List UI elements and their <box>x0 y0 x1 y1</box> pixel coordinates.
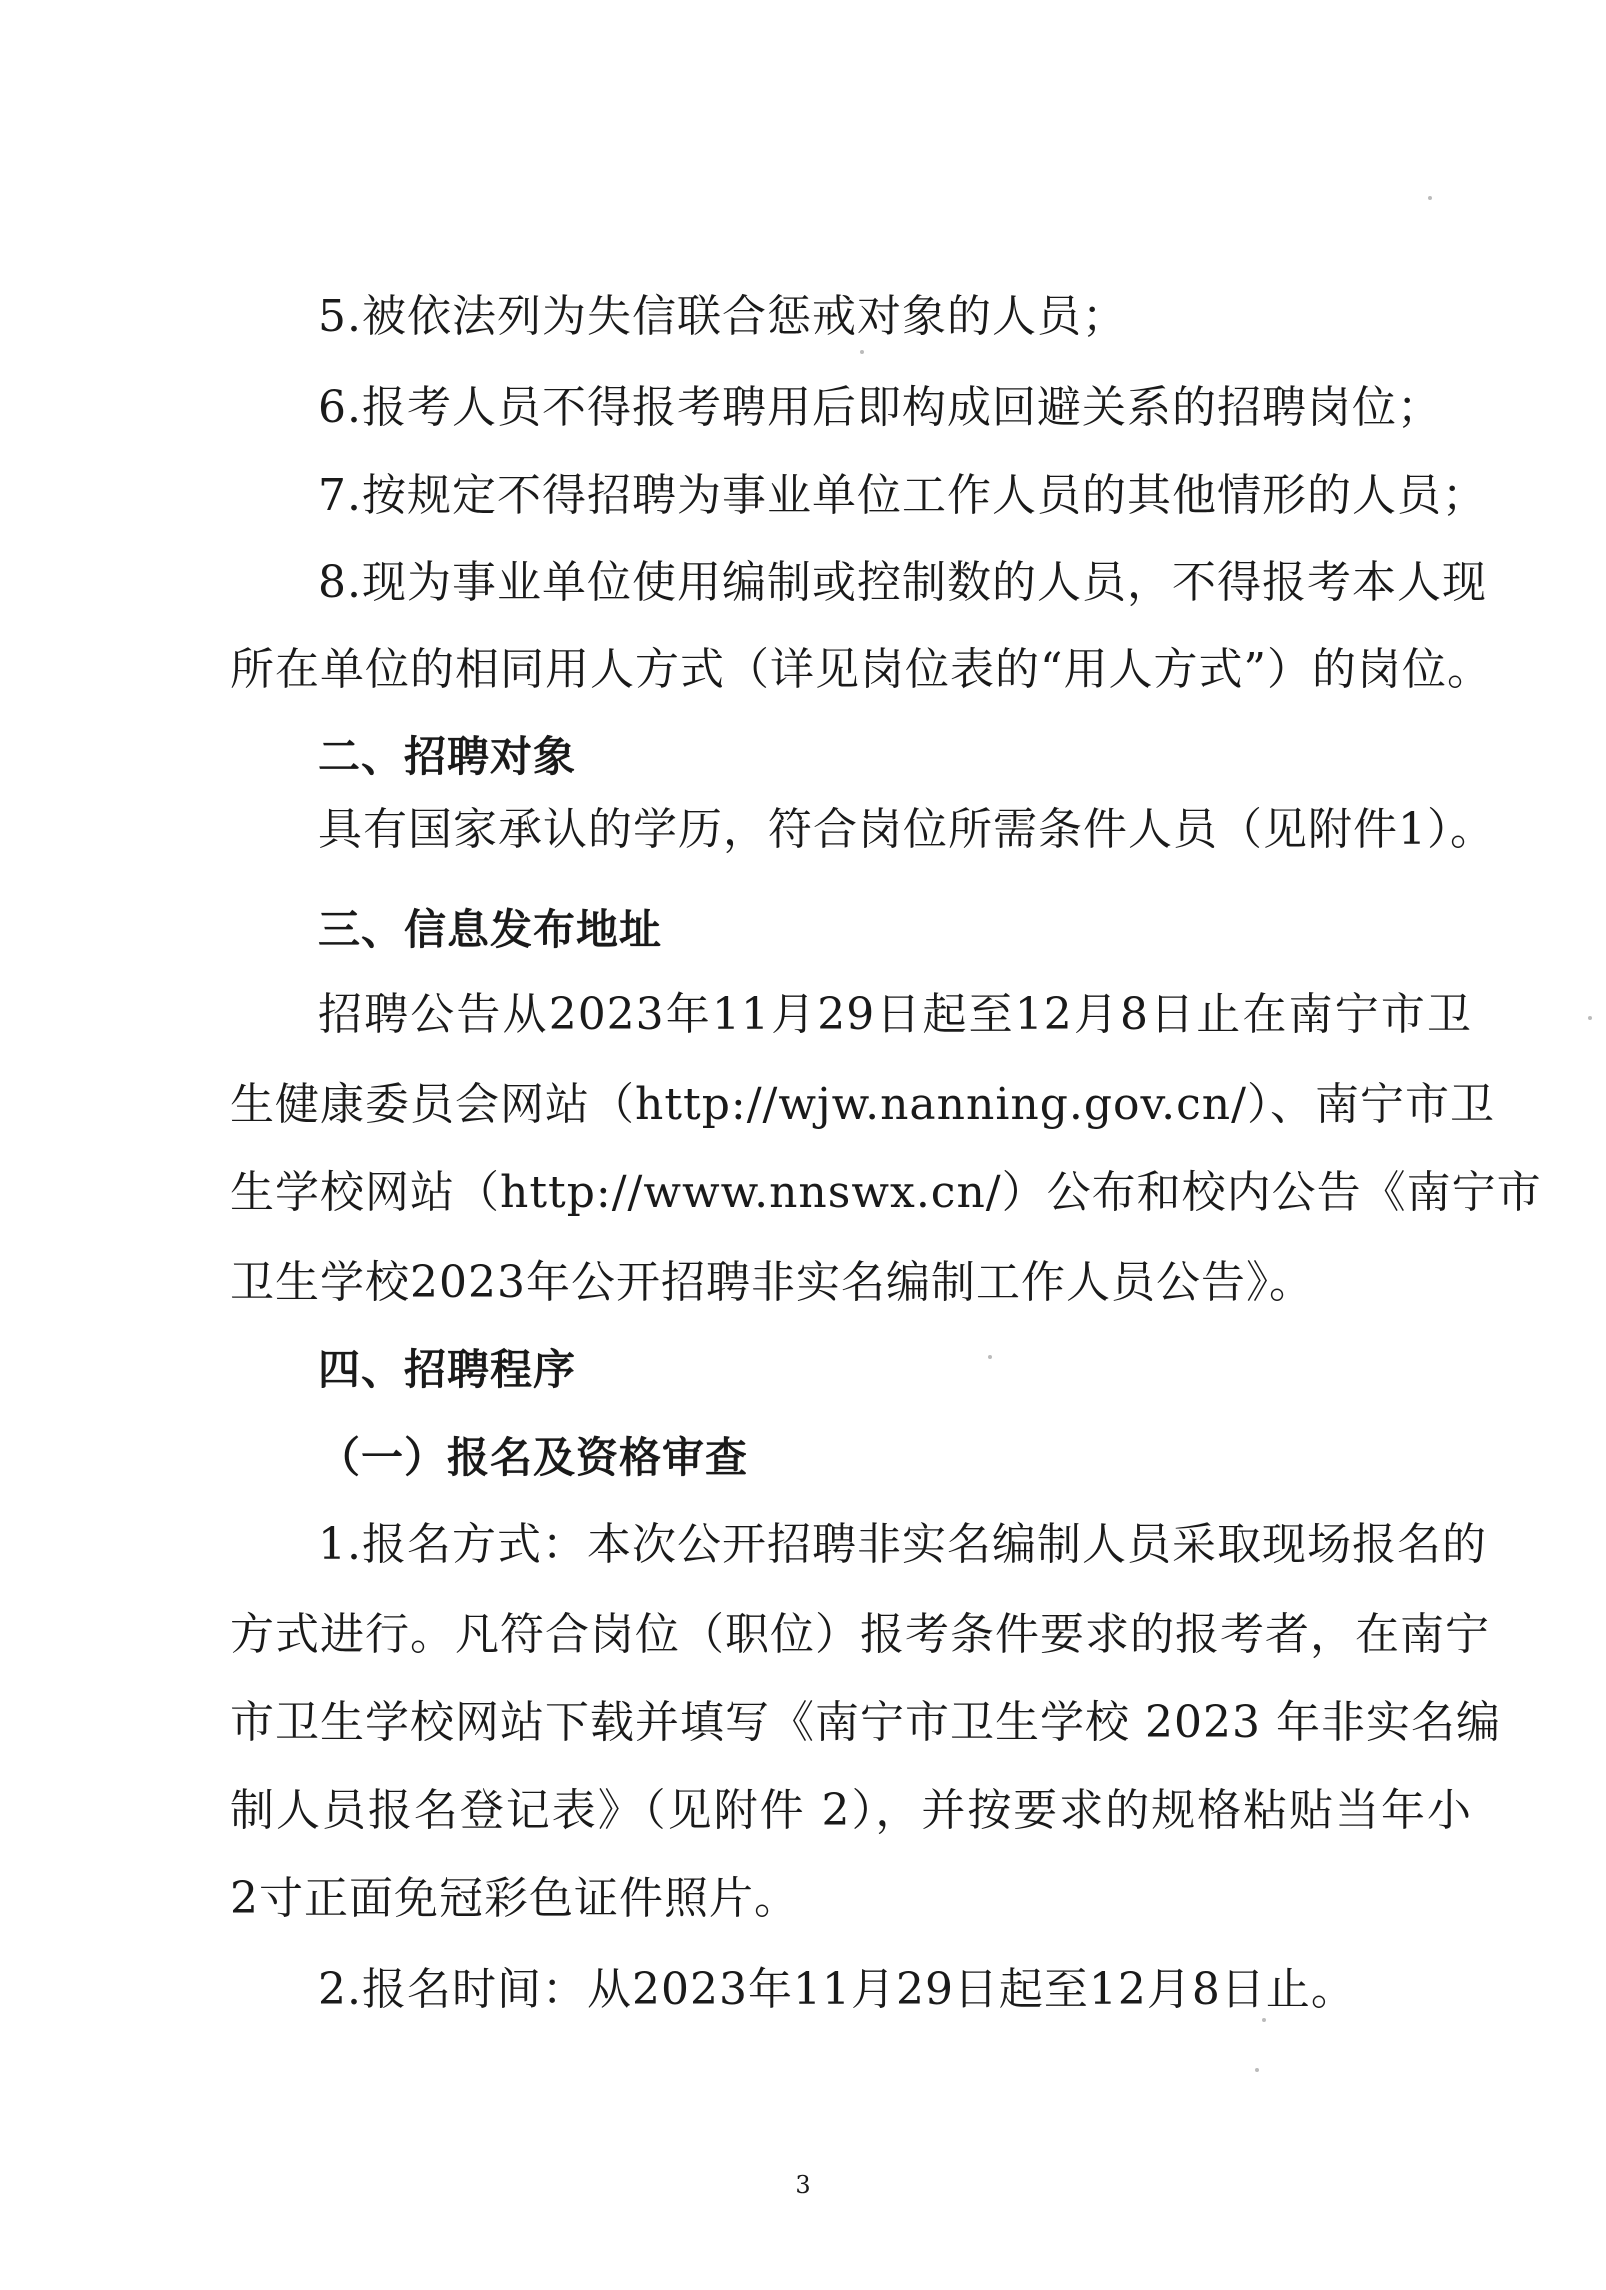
section-heading-recruitment-procedure: 四、招聘程序 <box>318 1345 577 1394</box>
paragraph-info-release-line4: 卫生学校2023年公开招聘非实名编制工作人员公告》。 <box>230 1257 1314 1308</box>
scan-speck <box>988 1355 992 1359</box>
paragraph-registration-method-line3: 市卫生学校网站下载并填写《南宁市卫生学校 2023 年非实名编 <box>230 1697 1501 1748</box>
paragraph-registration-time: 2.报名时间：从2023年11月29日起至12月8日止。 <box>318 1964 1356 2015</box>
scan-speck <box>1588 1016 1592 1020</box>
page-number: 3 <box>795 2171 811 2199</box>
paragraph-item-5: 5.被依法列为失信联合惩戒对象的人员； <box>318 291 1127 342</box>
paragraph-item-6: 6.报考人员不得报考聘用后即构成回避关系的招聘岗位； <box>318 382 1442 433</box>
paragraph-item-8-line2: 所在单位的相同用人方式（详见岗位表的“用人方式”）的岗位。 <box>230 644 1492 695</box>
paragraph-recruitment-target: 具有国家承认的学历，符合岗位所需条件人员（见附件1）。 <box>318 804 1495 855</box>
section-heading-recruitment-target: 二、招聘对象 <box>318 732 577 781</box>
subsection-heading-registration: （一）报名及资格审查 <box>318 1433 749 1482</box>
paragraph-info-release-line3: 生学校网站（http://www.nnswx.cn/）公布和校内公告《南宁市 <box>230 1167 1542 1218</box>
scan-speck <box>1428 196 1432 200</box>
paragraph-item-7: 7.按规定不得招聘为事业单位工作人员的其他情形的人员； <box>318 470 1487 521</box>
paragraph-registration-method-line4: 制人员报名登记表》（见附件 2），并按要求的规格粘贴当年小 <box>230 1785 1472 1836</box>
paragraph-info-release-line1: 招聘公告从2023年11月29日起至12月8日止在南宁市卫 <box>318 989 1472 1040</box>
scan-speck <box>1262 2018 1266 2022</box>
scan-speck <box>860 350 864 354</box>
paragraph-registration-method-line2: 方式进行。凡符合岗位（职位）报考条件要求的报考者，在南宁 <box>230 1609 1490 1660</box>
paragraph-registration-method-line5: 2寸正面免冠彩色证件照片。 <box>230 1873 799 1924</box>
scan-speck <box>1255 2068 1259 2072</box>
section-heading-info-release: 三、信息发布地址 <box>318 905 663 954</box>
paragraph-registration-method-line1: 1.报名方式：本次公开招聘非实名编制人员采取现场报名的 <box>318 1519 1487 1570</box>
paragraph-item-8-line1: 8.现为事业单位使用编制或控制数的人员，不得报考本人现 <box>318 557 1487 608</box>
paragraph-info-release-line2: 生健康委员会网站（http://wjw.nanning.gov.cn/）、南宁市卫 <box>230 1079 1495 1130</box>
